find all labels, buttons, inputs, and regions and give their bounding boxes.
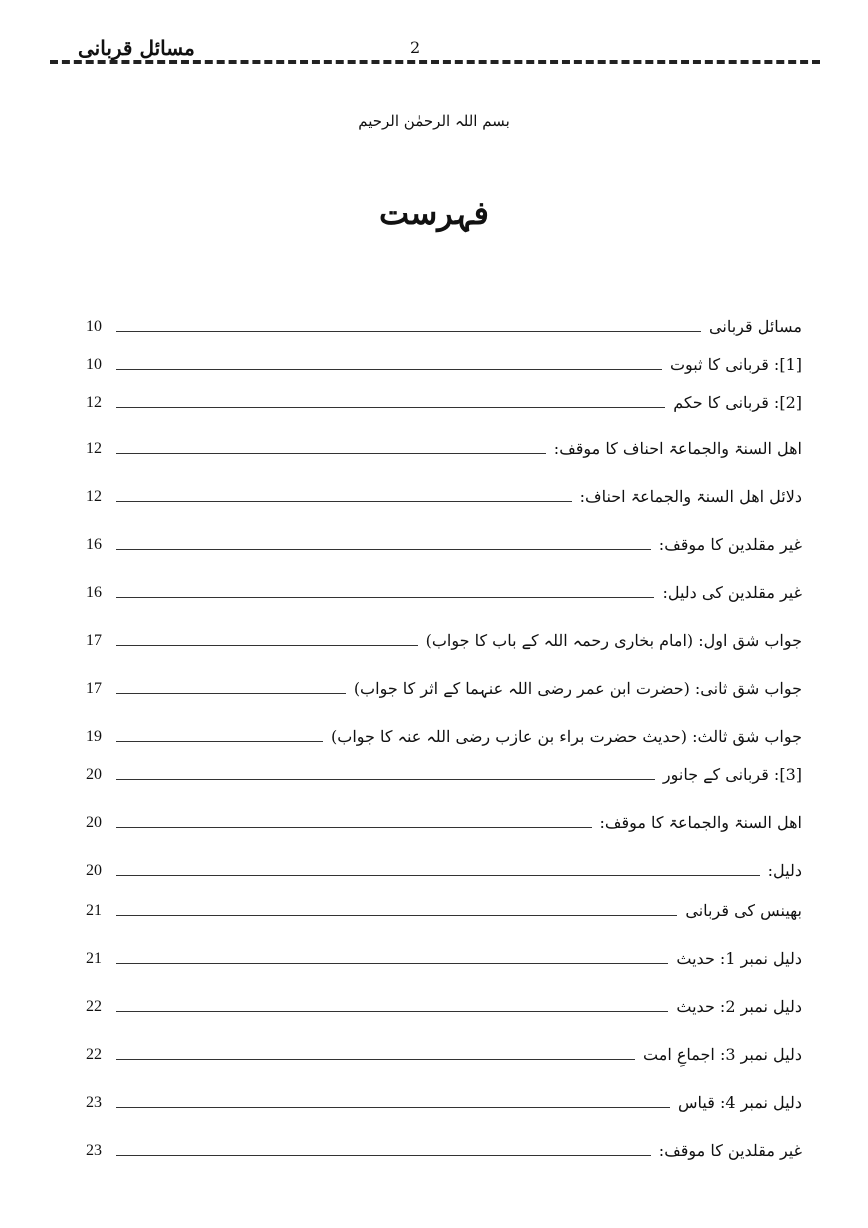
- toc-entry-page: 19: [86, 728, 102, 745]
- toc-entry: [86, 570, 802, 604]
- toc-entry-page: 21: [86, 950, 102, 967]
- toc-entry: [86, 1080, 802, 1114]
- toc-entry-page: 23: [86, 1094, 102, 1111]
- toc-entry-page: 21: [86, 902, 102, 919]
- toc-entry-label: غیر مقلدین کا موقف:: [658, 535, 802, 554]
- toc-leader: [116, 875, 760, 876]
- toc-entry-label: جواب شق ثالث: (حدیث حضرت براء بن عازب رضی اللہ عنہ کا جواب): [331, 727, 802, 746]
- toc-entry-page: 17: [86, 680, 102, 697]
- toc-entry: [86, 1032, 802, 1066]
- toc-entry-label: غیر مقلدین کا موقف:: [658, 1141, 802, 1160]
- bismillah: بسم اللہ الرحمٰن الرحیم: [358, 112, 510, 130]
- toc-entry-label: [1]: قربانی کا ثبوت: [669, 355, 802, 374]
- page-number: 2: [410, 38, 421, 57]
- toc-leader: [116, 549, 651, 550]
- toc-entry: [86, 666, 802, 700]
- toc-entry-page: 20: [86, 814, 102, 831]
- toc-leader: [116, 1155, 651, 1156]
- toc-leader: [116, 501, 572, 502]
- toc-entry-page: 20: [86, 862, 102, 879]
- toc-entry: [86, 304, 802, 338]
- toc-entry-label: جواب شق ثانی: (حضرت ابن عمر رضی اللہ عنہما کے اثر کا جواب): [353, 679, 802, 698]
- toc-entry-page: 16: [86, 536, 102, 553]
- toc-entry: [86, 714, 802, 748]
- toc-entry: [86, 1128, 802, 1162]
- toc-entry-label: جواب شق اول: (امام بخاری رحمہ اللہ کے باب کا جواب): [425, 631, 802, 650]
- toc-entry: [86, 426, 802, 460]
- toc-leader: [116, 369, 662, 370]
- toc-entry-page: 22: [86, 1046, 102, 1063]
- toc-leader: [116, 1011, 668, 1012]
- toc-entry-label: دلیل نمبر 4: قیاس: [677, 1093, 802, 1112]
- toc-leader: [116, 1107, 670, 1108]
- toc-entry-page: 12: [86, 488, 102, 505]
- page-header: [50, 30, 820, 70]
- toc-leader: [116, 331, 701, 332]
- toc-entry-label: غیر مقلدین کی دلیل:: [662, 583, 802, 602]
- toc-entry: [86, 936, 802, 970]
- toc-entry: [86, 342, 802, 376]
- toc-entry-page: 12: [86, 394, 102, 411]
- toc-entry-label: [3]: قربانی کے جانور: [662, 765, 802, 784]
- toc-entry: [86, 474, 802, 508]
- book-title: مسائل قربانی: [78, 36, 195, 60]
- toc-entry-label: دلائل اهل السنۃ والجماعۃ احناف:: [579, 487, 802, 506]
- toc-leader: [116, 1059, 635, 1060]
- toc-entry: [86, 752, 802, 786]
- toc-leader: [116, 741, 323, 742]
- toc-leader: [116, 453, 546, 454]
- toc-entry-label: دلیل نمبر 2: حدیث: [676, 997, 802, 1016]
- toc-entry-label: اهل السنۃ والجماعۃ احناف کا موقف:: [553, 439, 802, 458]
- toc-leader: [116, 407, 665, 408]
- toc-entry-page: 16: [86, 584, 102, 601]
- toc-entry: [86, 618, 802, 652]
- toc-leader: [116, 915, 677, 916]
- toc-entry: [86, 848, 802, 882]
- toc-entry: [86, 380, 802, 414]
- toc-entry-label: دلیل نمبر 1: حدیث: [676, 949, 802, 968]
- toc-leader: [116, 645, 418, 646]
- toc-entry: [86, 888, 802, 922]
- toc-entry-label: بھینس کی قربانی: [685, 901, 802, 920]
- toc-entry-page: 20: [86, 766, 102, 783]
- toc-entry-page: 10: [86, 318, 102, 335]
- toc-entry-label: دلیل:: [767, 861, 802, 880]
- toc-entry-page: 17: [86, 632, 102, 649]
- toc-entry: [86, 984, 802, 1018]
- toc-entry: [86, 522, 802, 556]
- toc-entry-label: دلیل نمبر 3: اجماعِ امت: [643, 1045, 802, 1064]
- toc-entry: [86, 800, 802, 834]
- toc-leader: [116, 963, 668, 964]
- toc-leader: [116, 827, 592, 828]
- toc-entry-label: اهل السنۃ والجماعۃ کا موقف:: [599, 813, 802, 832]
- toc-entry-label: [2]: قربانی کا حکم: [673, 393, 802, 412]
- toc-leader: [116, 597, 654, 598]
- toc-entry-page: 10: [86, 356, 102, 373]
- toc-leader: [116, 779, 655, 780]
- toc-entry-page: 23: [86, 1142, 102, 1159]
- header-rule: [50, 60, 820, 64]
- toc-leader: [116, 693, 346, 694]
- toc-title: فہرست: [379, 194, 489, 232]
- toc-entry-page: 22: [86, 998, 102, 1015]
- toc-entry-label: مسائل قربانی: [709, 317, 802, 336]
- toc-entry-page: 12: [86, 440, 102, 457]
